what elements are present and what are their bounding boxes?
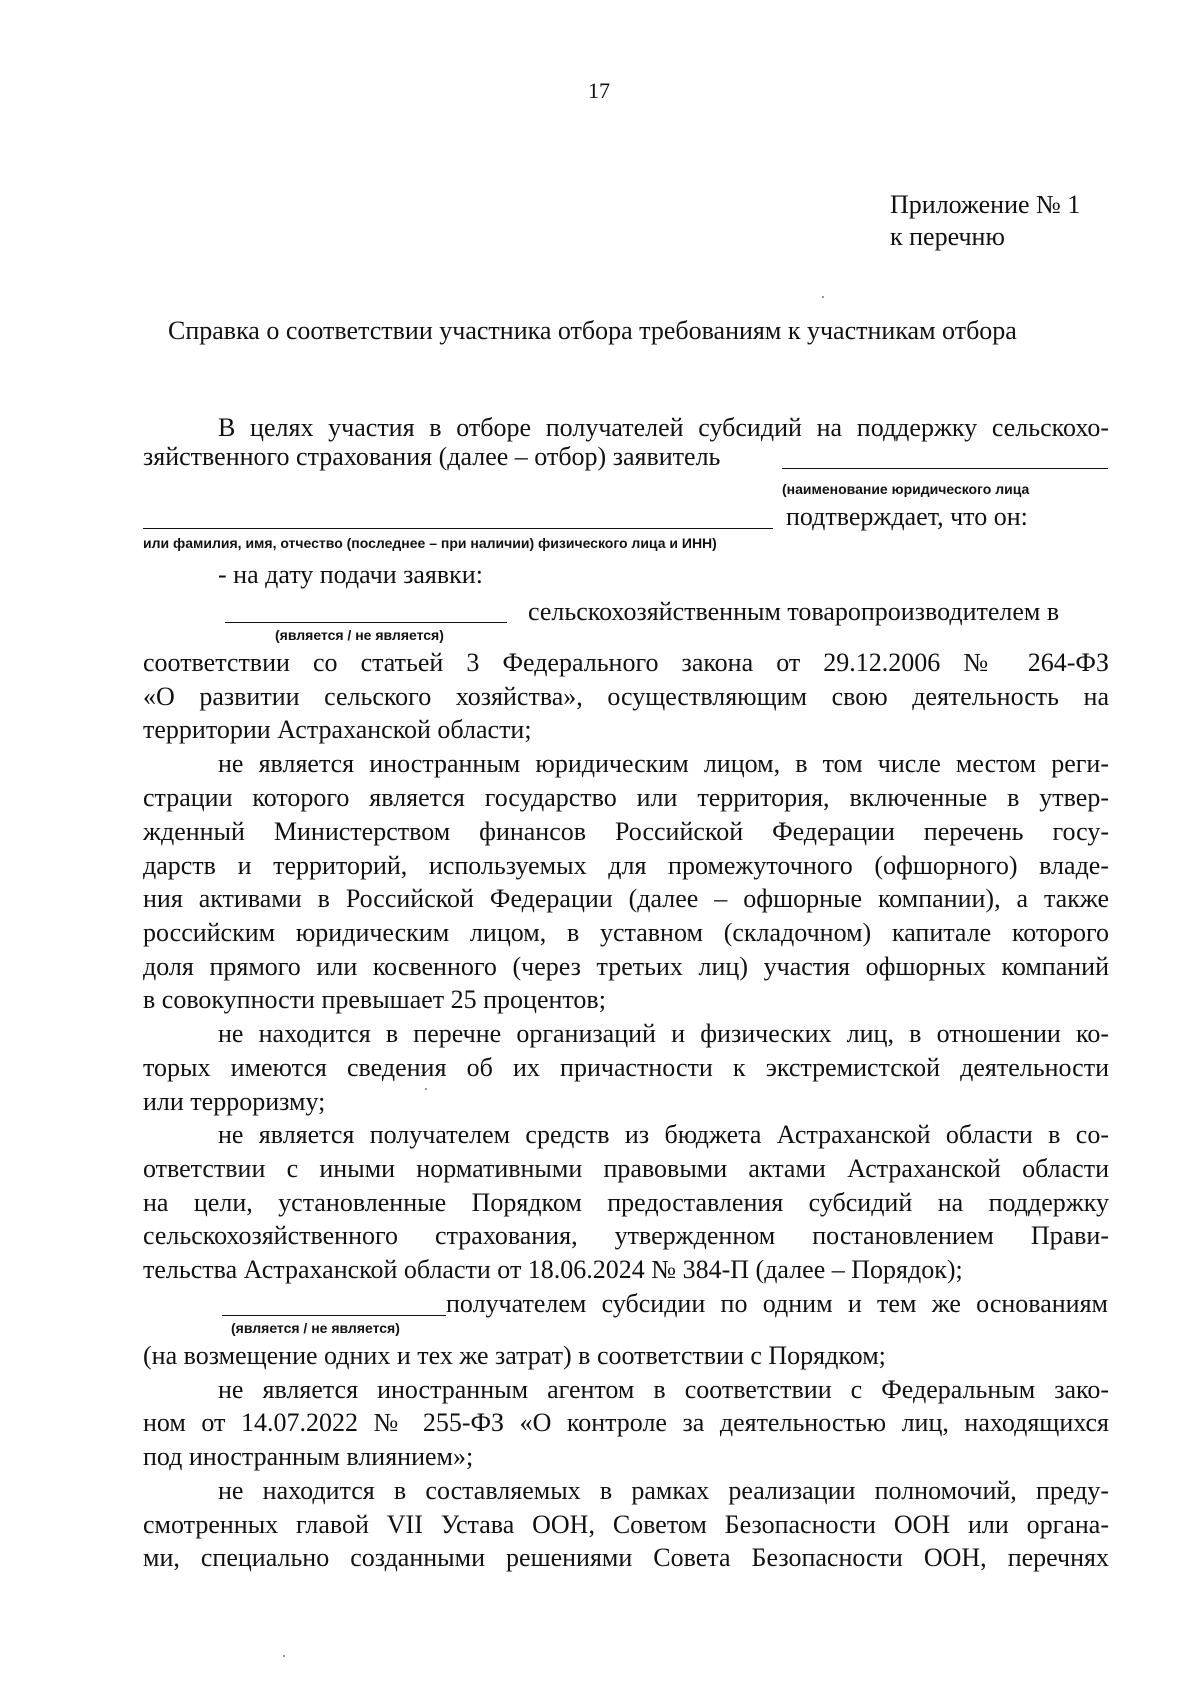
item2-line-7: доля прямого или косвенного (через третьих лиц) участия офшорных компаний — [143, 952, 1109, 981]
item2-line-4: дарств и территорий, используемых для промежуточного (офшорного) владе- — [143, 851, 1109, 880]
item4-line-5: тельства Астраханской области от 18.06.2024 № 384-П (далее – Порядок); — [143, 1255, 963, 1284]
status-caption-1: (является / не является) — [275, 627, 444, 643]
intro-line-1: В целях участия в отборе получателей субсидий на поддержку сельскохо- — [218, 413, 1109, 442]
item6-line-1: не является иностранным агентом в соответствии с Федеральным зако- — [218, 1375, 1109, 1404]
date-line: - на дату подачи заявки: — [218, 560, 483, 589]
appendix-label: Приложение № 1 — [890, 190, 1081, 219]
item3-line-2: торых имеются сведения об их причастности к экстремистской деятельности — [143, 1053, 1109, 1082]
item2-line-8: в совокупности превышает 25 процентов; — [143, 985, 606, 1014]
status-blank-1 — [225, 622, 507, 623]
item1-line-3: территории Астраханской области; — [143, 715, 532, 744]
item4-line-1: не является получателем средств из бюджета Астраханской области в со- — [218, 1120, 1109, 1149]
item6-line-2: ном от 14.07.2022 № 255-ФЗ «О контроле за деятельностью лиц, находящихся — [143, 1408, 1109, 1437]
item7-line-2: смотренных главой VII Устава ООН, Советом Безопасности ООН или органа- — [143, 1510, 1109, 1539]
scan-speck — [822, 296, 824, 298]
item2-line-3: жденный Министерством финансов Российской Федерации перечень госу- — [143, 817, 1109, 846]
status-caption-2: (является / не является) — [231, 1320, 400, 1336]
item1-line-1: соответствии со статьей 3 Федерального закона от 29.12.2006 № 264-ФЗ — [143, 648, 1109, 677]
item5-after-blank: получателем субсидии по одним и тем же основаниям — [446, 1289, 1108, 1318]
item3-line-3: или терроризму; — [143, 1087, 326, 1116]
item4-line-3: на цели, установленные Порядком предоставления субсидий на поддержку — [143, 1188, 1109, 1217]
applicant-name-blank-2 — [143, 528, 773, 529]
page-number: 17 — [588, 78, 610, 103]
page-title: Справка о соответствии участника отбора требованиям к участникам отбора — [168, 316, 1017, 345]
item2-line-5: ния активами в Российской Федерации (далее – офшорные компании), а также — [143, 884, 1109, 913]
item7-line-3: ми, специально созданными решениями Совета Безопасности ООН, перечнях — [143, 1543, 1109, 1572]
item2-line-1: не является иностранным юридическим лицом, в том числе местом реги- — [218, 749, 1109, 778]
scan-speck — [283, 1655, 285, 1657]
applicant-details-caption: или фамилия, имя, отчество (последнее – при наличии) физического лица и ИНН) — [143, 535, 717, 551]
item1-line-2: «О развитии сельского хозяйства», осуществляющим свою деятельность на — [143, 682, 1109, 711]
applicant-name-blank — [782, 468, 1108, 469]
item5-line: (на возмещение одних и тех же затрат) в соответствии с Порядком; — [143, 1341, 886, 1370]
item1-after-blank: сельскохозяйственным товаропроизводителем в — [528, 597, 1060, 626]
item7-line-1: не находится в составляемых в рамках реализации полномочий, преду- — [218, 1476, 1109, 1505]
item4-line-2: ответствии с иными нормативными правовыми актами Астраханской области — [143, 1154, 1109, 1183]
item2-line-2: страции которого является государство или территория, включенные в утвер- — [143, 783, 1109, 812]
status-blank-2 — [222, 1315, 446, 1316]
item4-line-4: сельскохозяйственного страхования, утвержденном постановлением Прави- — [143, 1221, 1109, 1250]
item3-line-1: не находится в перечне организаций и физических лиц, в отношении ко- — [218, 1019, 1109, 1048]
confirms-text: подтверждает, что он: — [786, 502, 1028, 531]
applicant-name-caption: (наименование юридического лица — [782, 481, 1030, 497]
item6-line-3: под иностранным влиянием»; — [143, 1442, 474, 1471]
intro-line-2: зяйственного страхования (далее – отбор) заявитель — [143, 442, 721, 471]
scan-speck — [425, 1088, 427, 1090]
item2-line-6: российским юридическим лицом, в уставном (складочном) капитале которого — [143, 918, 1109, 947]
appendix-sublabel: к перечню — [890, 222, 1005, 251]
